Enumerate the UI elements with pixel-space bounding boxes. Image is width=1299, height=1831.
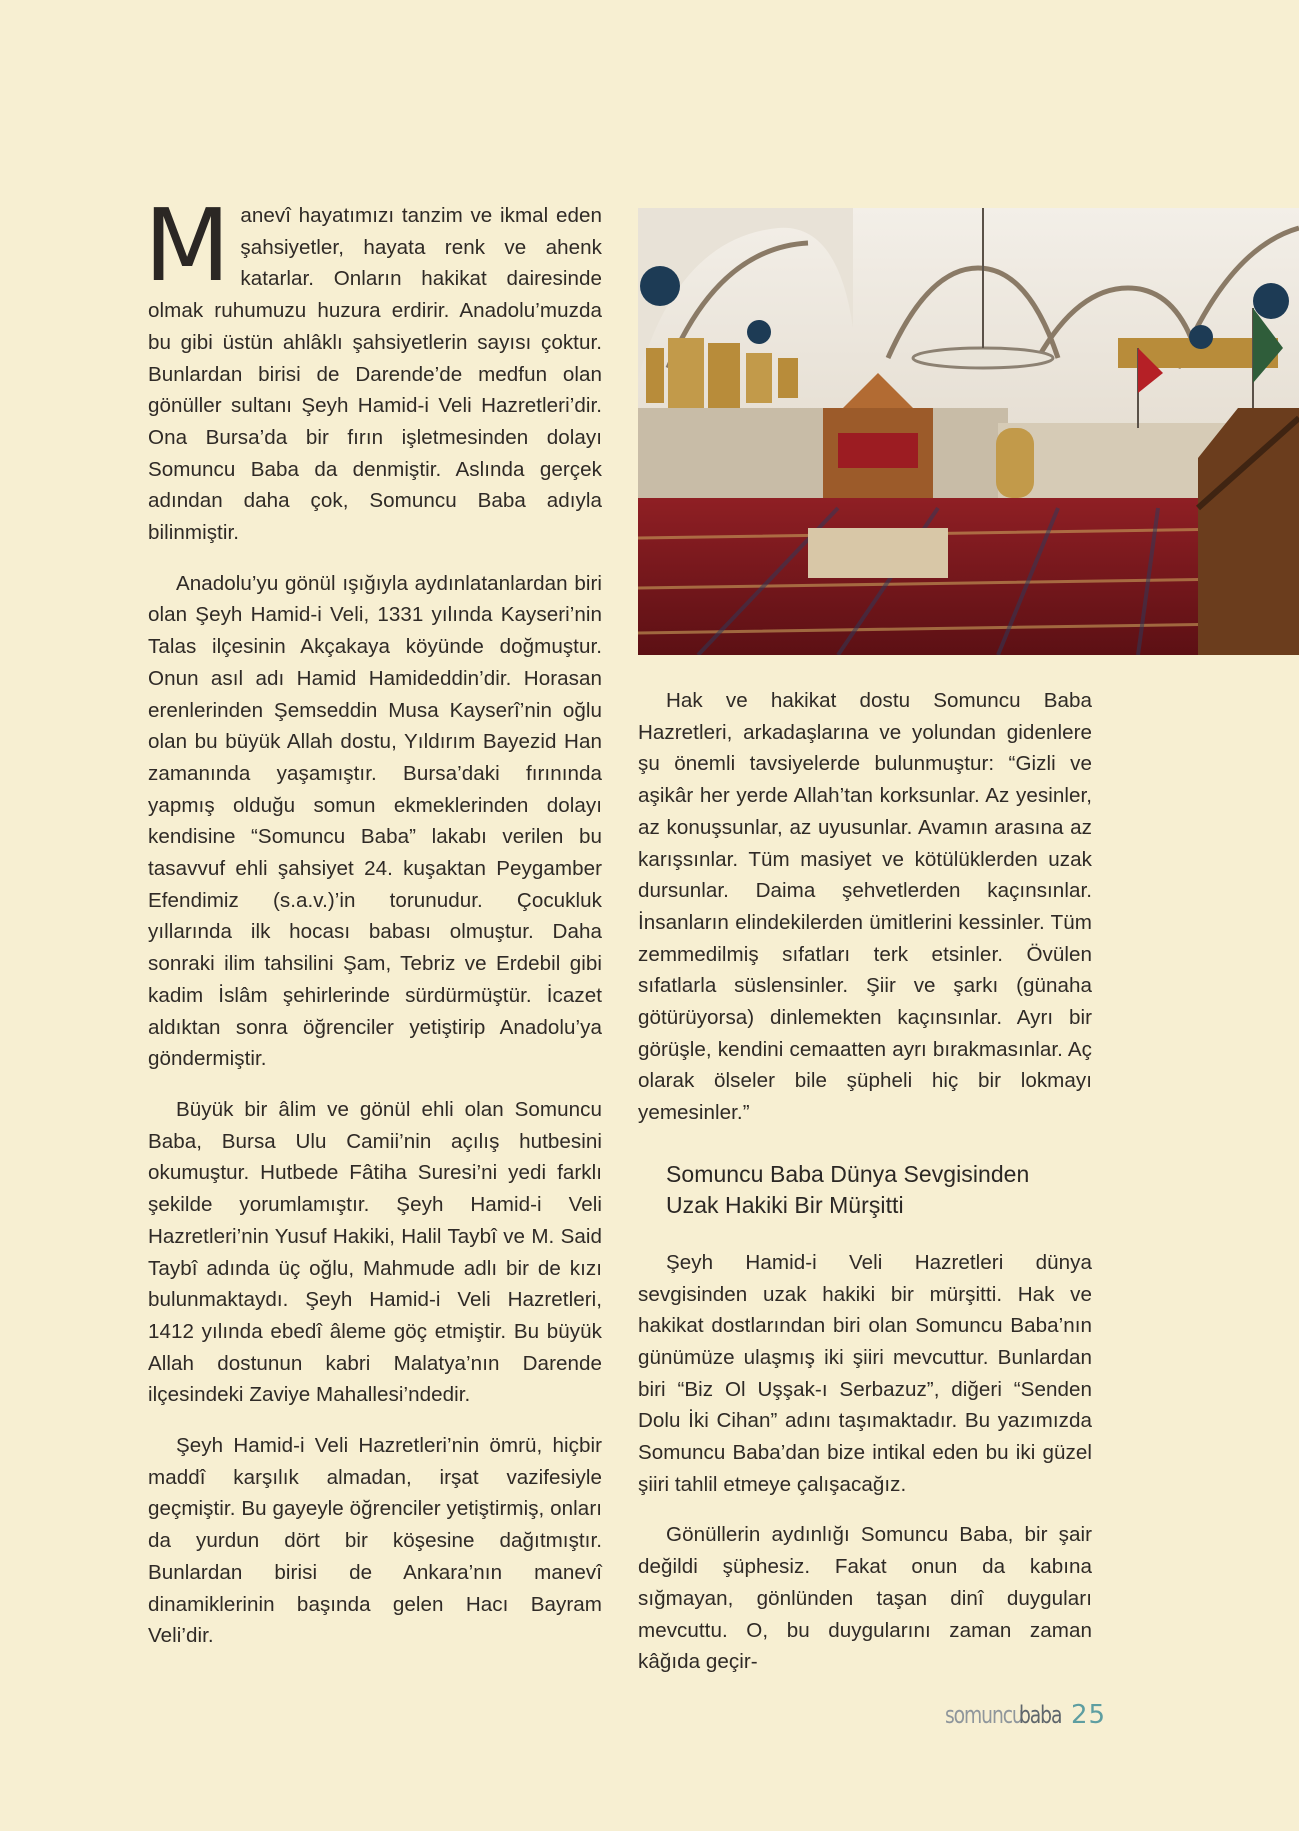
right-text-column bbox=[638, 685, 1092, 1678]
body-paragraph: Büyük bir âlim ve gönül ehli olan Somuncu Baba, Bursa Ulu Camii’nin açılış hutbesini okumuştur. Hutbede Fâtiha Suresi’ni yedi farklı şekilde yorumlamıştır. Şeyh Hamid-i Veli Hazretleri’nin Yusuf Hakiki, Halil Taybî ve M. Said Taybî adında üç oğlu, Mahmude adlı bir de kızı bulunmaktaydı. Şeyh Hamid-i Veli Hazretleri, 1412 yılında ebedî âleme göç etmiştir. Bu büyük Allah dostunun kabri Malatya’nın Darende ilçesindeki Zaviye Mahallesi’ndedir. bbox=[148, 1097, 602, 1407]
body-paragraph: Hak ve hakikat dostu Somuncu Baba Hazretleri, arkadaşlarına ve yolundan gidenlere şu önemli tavsiyelerde bulunmuştur: “Gizli ve aşikâr her yerde Allah’tan korksunlar. Az yesinler, az konuşsunlar, az uyusunlar. Avamın arasına az karışsınlar. Tüm masiyet ve kötülüklerden uzak dursunlar. Daima şehvetlerden kaçınsınlar. İnsanların elindekilerden ümitlerini kessinler. Tüm zemmedilmiş sıfatları terk etsinler. Övülen sıfatlarla süslensinler. Şiir ve şarkı (günaha götürüyorsa) dinlemekten kaçınsınlar. Ayrı bir görüşle, kendini cemaatten ayrı bırakmasınlar. Aç olarak ölseler bile şüpheli hiç bir lokmayı yemesinler.” bbox=[638, 689, 1092, 1125]
body-paragraph: Şeyh Hamid-i Veli Hazretleri dünya sevgisinden uzak hakiki bir mürşitti. Hak ve hakikat dostlarından biri olan Somuncu Baba’nın günümüze ulaşmış iki şiiri mevcuttur. Bunlardan biri “Biz Ol Uşşak-ı Serbazuz”, diğeri “Senden Dolu İki Cihan” adını taşımaktadır. Bu yazımızda Somuncu Baba’dan bize intikal eden bu iki güzel şiiri tahlil etmeye çalışacağız. bbox=[638, 1250, 1092, 1496]
mosque-interior-photo bbox=[638, 208, 1299, 655]
section-heading bbox=[666, 1159, 1092, 1221]
page-number: 25 bbox=[1071, 1700, 1107, 1730]
intro-paragraph bbox=[144, 187, 602, 549]
intro-paragraph-text: anevî hayatımızı tanzim ve ikmal eden şahsiyetler, hayata renk ve ahenk katarlar. Onların hakikat dairesinde olmak ruhumuzu huzura erdirir. Anadolu’muzda bu gibi üstün ahlâklı şahsiyetlerin sayısı çoktur. Bunlardan birisi de Darende’de medfun olan gönüller sultanı Şeyh Hamid-i Veli Hazretleri’dir. Ona Bursa’da bir fırın işletmesinden dolayı Somuncu Baba da denmiştir. Aslında gerçek adından daha çok, Somuncu Baba adıyla bilinmiştir. bbox=[148, 204, 602, 545]
section-heading-line: Uzak Hakiki Bir Mürşitti bbox=[666, 1191, 904, 1218]
body-paragraph: Şeyh Hamid-i Veli Hazretleri’nin ömrü, hiçbir maddî karşılık almadan, irşat vazifesiyle geçmiştir. Bu gayeyle öğrenciler yetiştirmiş, onları da yurdun dört bir köşesine dağıtmıştır. Bunlardan birisi de Ankara’nın manevî dinamiklerinin başında gelen Hacı Bayram Veli’dir. bbox=[148, 1434, 602, 1648]
body-paragraph: Gönüllerin aydınlığı Somuncu Baba, bir şair değildi şüphesiz. Fakat onun da kabına sığmayan, gönlünden taşan dinî duyguları mevcuttu. O, bu duygularını zaman zaman kâğıda geçir- bbox=[638, 1523, 1092, 1674]
magazine-name-light: somuncu bbox=[945, 1701, 1023, 1729]
page-footer bbox=[945, 1700, 1106, 1736]
body-paragraph: Anadolu’yu gönül ışığıyla aydınlatanlardan biri olan Şeyh Hamid-i Veli, 1331 yılında Kayseri’nin Talas ilçesinin Akçakaya köyünde doğmuştur. Onun asıl adı Hamid Hamideddin’dir. Horasan erenlerinden Şemseddin Musa Kayserî’nin oğlu olan bu büyük Allah dostu, Yıldırım Bayezid Han zamanında yaşamıştır. Bursa’daki fırınında yapmış olduğu somun ekmeklerinden dolayı kendisine “Somuncu Baba” lakabı verilen bu tasavvuf ehli şahsiyet 24. kuşaktan Peygamber Efendimiz (s.a.v.)’in torunudur. Çocukluk yıllarında ilk hocası babası olmuştur. Daha sonraki ilim tahsilini Şam, Tebriz ve Erdebil gibi kadim İslâm şehirlerinde sürdürmüştür. İcazet aldıktan sonra öğrenciler yetiştirip Anadolu’ya göndermiştir. bbox=[148, 571, 602, 1071]
drop-cap: M bbox=[144, 187, 231, 304]
mosque-interior-illustration bbox=[638, 208, 1299, 655]
section-heading-line: Somuncu Baba Dünya Sevgisinden bbox=[666, 1160, 1030, 1187]
magazine-name-bold: baba bbox=[1019, 1701, 1062, 1729]
left-text-column bbox=[144, 187, 602, 1652]
